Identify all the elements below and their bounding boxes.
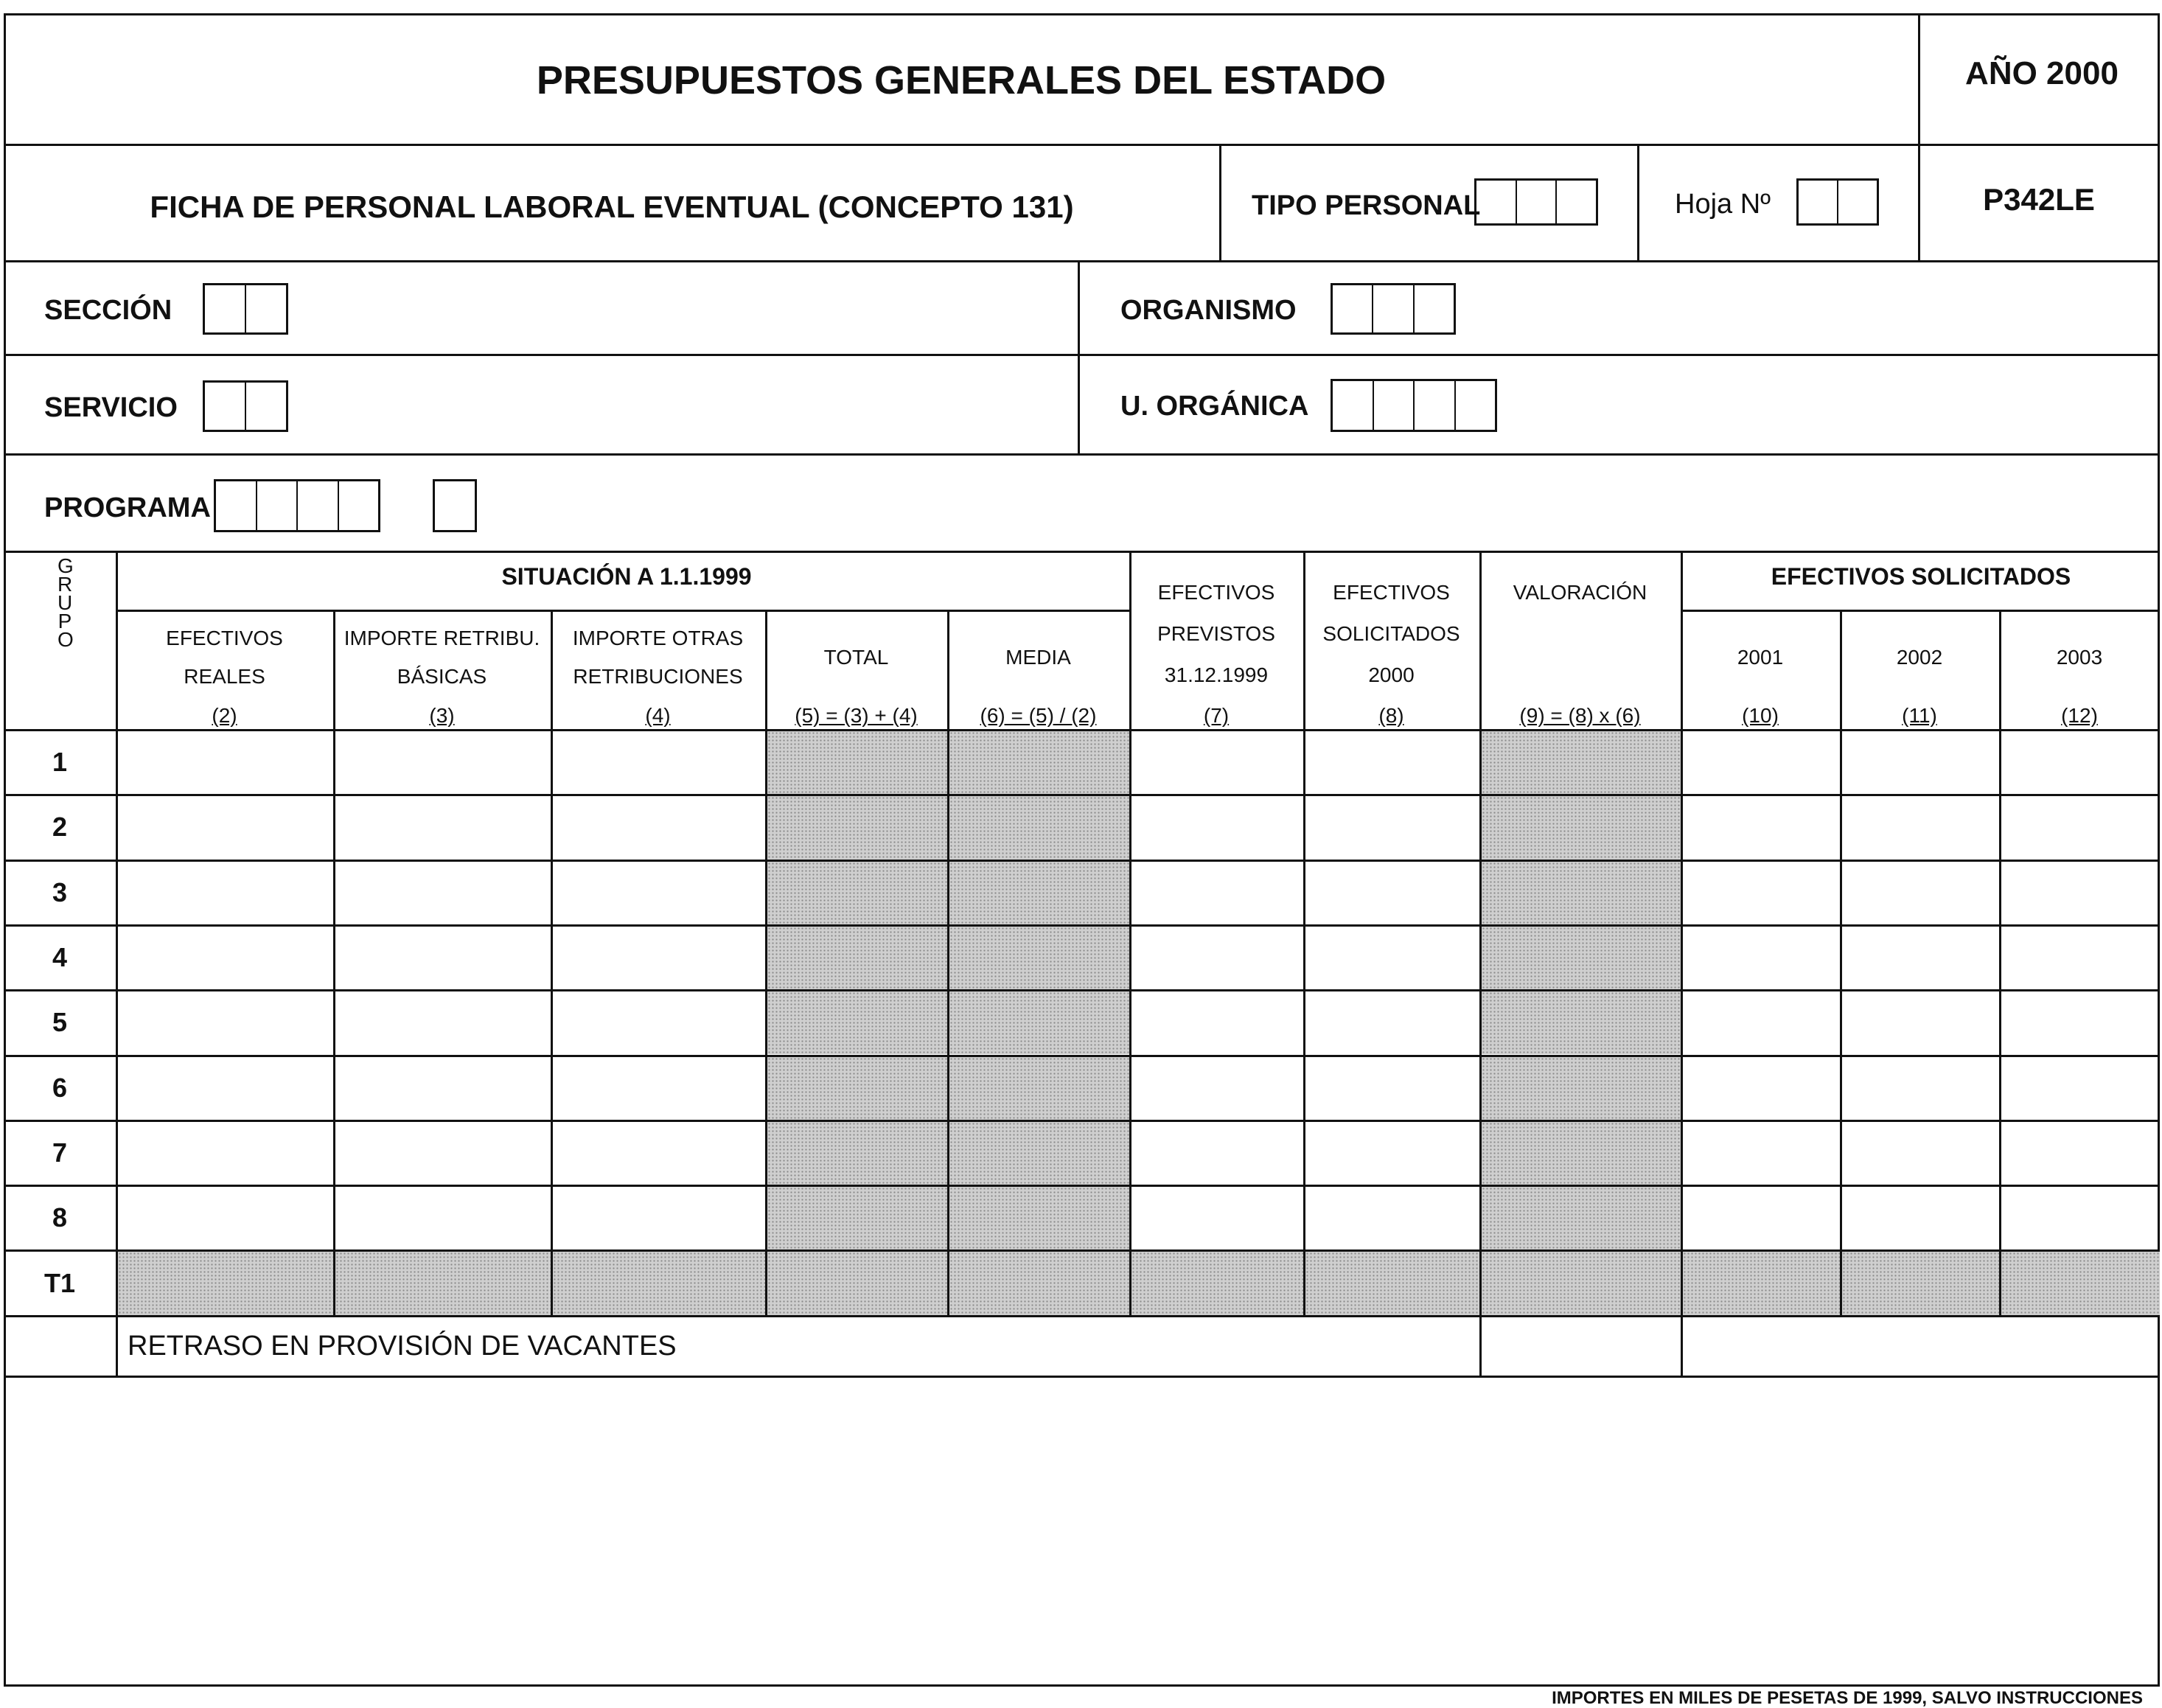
table-cell-input[interactable] bbox=[118, 796, 333, 859]
divider bbox=[116, 610, 1129, 612]
hoja-label: Hoja Nº bbox=[1675, 189, 1771, 220]
divider bbox=[1129, 551, 1131, 1315]
table-cell-input[interactable] bbox=[1683, 1122, 1840, 1185]
footer-note: IMPORTES EN MILES DE PESETAS DE 1999, SALVO INSTRUCCIONES bbox=[1552, 1688, 2143, 1708]
table-cell-input[interactable] bbox=[335, 862, 551, 924]
form-subtitle: FICHA DE PERSONAL LABORAL EVENTUAL (CONCEPTO 131) bbox=[150, 189, 1074, 224]
column-header-line: TOTAL bbox=[823, 646, 889, 669]
table-cell-input[interactable] bbox=[1131, 1122, 1303, 1185]
column-header-line: RETRIBUCIONES bbox=[573, 665, 743, 688]
tipo-personal-label: TIPO PERSONAL bbox=[1252, 190, 1481, 221]
shaded-cell bbox=[767, 1122, 947, 1185]
hoja-number-field[interactable] bbox=[1796, 178, 1879, 226]
table-cell-input[interactable] bbox=[2001, 796, 2160, 859]
column-header-line: PREVISTOS bbox=[1157, 622, 1275, 645]
row-label: 3 bbox=[52, 876, 68, 907]
column-header-line: 31.12.1999 bbox=[1164, 663, 1269, 686]
table-cell-input[interactable] bbox=[2001, 1122, 2160, 1185]
shaded-cell bbox=[2001, 1252, 2160, 1314]
column-ref: (5) = (3) + (4) bbox=[795, 704, 918, 727]
table-cell-input[interactable] bbox=[1305, 731, 1479, 794]
table-cell-input[interactable] bbox=[1305, 1057, 1479, 1120]
divider bbox=[4, 144, 2160, 146]
shaded-cell bbox=[949, 1187, 1129, 1249]
table-cell-input[interactable] bbox=[118, 927, 333, 989]
table-cell-input[interactable] bbox=[118, 1057, 333, 1120]
table-cell-input[interactable] bbox=[2001, 1057, 2160, 1120]
column-ref: (9) = (8) x (6) bbox=[1519, 704, 1641, 727]
shaded-cell bbox=[1482, 862, 1681, 924]
table-cell-input[interactable] bbox=[553, 927, 765, 989]
column-header-line: 2003 bbox=[2056, 646, 2103, 669]
grupo-label: G R U P O bbox=[57, 554, 74, 651]
divider bbox=[333, 610, 335, 1315]
row-label: 5 bbox=[52, 1007, 68, 1038]
table-cell-input[interactable] bbox=[1683, 796, 1840, 859]
column-header-line: IMPORTE OTRAS bbox=[572, 627, 744, 649]
column-header-line: 2001 bbox=[1737, 646, 1784, 669]
table-cell-input[interactable] bbox=[335, 991, 551, 1054]
column-header-line: VALORACIÓN bbox=[1513, 581, 1647, 604]
retraso-valoracion-input[interactable] bbox=[1482, 1314, 1681, 1376]
divider bbox=[1840, 610, 1842, 1315]
table-cell-input[interactable] bbox=[1305, 927, 1479, 989]
shaded-cell bbox=[1482, 1252, 1681, 1314]
table-cell-input[interactable] bbox=[1842, 1187, 1999, 1249]
shaded-cell bbox=[1683, 1252, 1840, 1314]
u-organica-label: U. ORGÁNICA bbox=[1120, 391, 1309, 422]
table-cell-input[interactable] bbox=[1683, 1187, 1840, 1249]
divider bbox=[765, 610, 767, 1315]
column-header-line: SOLICITADOS bbox=[1322, 622, 1460, 645]
column-header-line: MEDIA bbox=[1005, 646, 1071, 669]
table-cell-input[interactable] bbox=[1305, 862, 1479, 924]
column-header-line: EFECTIVOS bbox=[166, 627, 283, 649]
efectivos-solicitados-header: EFECTIVOS SOLICITADOS bbox=[1771, 563, 2071, 590]
shaded-cell bbox=[949, 1122, 1129, 1185]
table-cell-input[interactable] bbox=[1683, 1057, 1840, 1120]
table-cell-input[interactable] bbox=[2001, 927, 2160, 989]
shaded-cell bbox=[949, 862, 1129, 924]
table-cell-input[interactable] bbox=[335, 1057, 551, 1120]
shaded-cell bbox=[553, 1252, 765, 1314]
table-cell-input[interactable] bbox=[335, 796, 551, 859]
table-cell-input[interactable] bbox=[335, 731, 551, 794]
divider bbox=[1303, 551, 1305, 1315]
column-header-line: EFECTIVOS bbox=[1333, 581, 1450, 604]
column-ref: (12) bbox=[2061, 704, 2098, 727]
table-cell-input[interactable] bbox=[553, 1057, 765, 1120]
table-cell-input[interactable] bbox=[1842, 1057, 1999, 1120]
column-ref: (11) bbox=[1902, 704, 1937, 727]
column-ref: (4) bbox=[645, 704, 671, 727]
shaded-cell bbox=[949, 1252, 1129, 1314]
seccion-field[interactable] bbox=[203, 283, 288, 335]
row-label: 2 bbox=[52, 812, 68, 843]
column-header-line: REALES bbox=[184, 665, 265, 688]
shaded-cell bbox=[767, 1057, 947, 1120]
tipo-personal-field[interactable] bbox=[1474, 178, 1598, 226]
table-cell-input[interactable] bbox=[1842, 862, 1999, 924]
table-cell-input[interactable] bbox=[118, 991, 333, 1054]
programa-extra-field[interactable] bbox=[433, 479, 477, 532]
seccion-label: SECCIÓN bbox=[44, 295, 172, 326]
u-organica-field[interactable] bbox=[1331, 379, 1497, 432]
table-cell-input[interactable] bbox=[553, 991, 765, 1054]
column-ref: (2) bbox=[212, 704, 237, 727]
programa-label: PROGRAMA bbox=[44, 492, 211, 523]
shaded-cell bbox=[949, 927, 1129, 989]
column-ref: (6) = (5) / (2) bbox=[980, 704, 1097, 727]
table-cell-input[interactable] bbox=[118, 1187, 333, 1249]
retraso-total-input[interactable] bbox=[1683, 1314, 2155, 1376]
table-cell-input[interactable] bbox=[1305, 796, 1479, 859]
shaded-cell bbox=[767, 991, 947, 1054]
table-cell-input[interactable] bbox=[1305, 1122, 1479, 1185]
page-title: PRESUPUESTOS GENERALES DEL ESTADO bbox=[536, 58, 1387, 102]
column-header-line: BÁSICAS bbox=[397, 665, 487, 688]
table-cell-input[interactable] bbox=[1131, 927, 1303, 989]
table-cell-input[interactable] bbox=[1131, 1187, 1303, 1249]
shaded-cell bbox=[767, 731, 947, 794]
row-label: 1 bbox=[52, 747, 68, 778]
shaded-cell bbox=[949, 991, 1129, 1054]
column-ref: (3) bbox=[429, 704, 455, 727]
table-cell-input[interactable] bbox=[335, 1122, 551, 1185]
divider bbox=[1681, 610, 2160, 612]
table-cell-input[interactable] bbox=[335, 1187, 551, 1249]
shaded-cell bbox=[118, 1252, 333, 1314]
column-ref: (8) bbox=[1378, 704, 1404, 727]
table-cell-input[interactable] bbox=[118, 731, 333, 794]
shaded-cell bbox=[1131, 1252, 1303, 1314]
divider bbox=[551, 610, 553, 1315]
table-cell-input[interactable] bbox=[1842, 927, 1999, 989]
table-cell-input[interactable] bbox=[1842, 796, 1999, 859]
divider bbox=[116, 551, 118, 1376]
servicio-field[interactable] bbox=[203, 380, 288, 432]
divider bbox=[1999, 610, 2001, 1315]
shaded-cell bbox=[1482, 1187, 1681, 1249]
table-cell-input[interactable] bbox=[1683, 862, 1840, 924]
table-cell-input[interactable] bbox=[1131, 1057, 1303, 1120]
shaded-cell bbox=[1482, 1122, 1681, 1185]
table-cell-input[interactable] bbox=[1842, 731, 1999, 794]
table-cell-input[interactable] bbox=[1131, 991, 1303, 1054]
row-label: T1 bbox=[43, 1267, 76, 1298]
table-cell-input[interactable] bbox=[1131, 731, 1303, 794]
year-label: AÑO 2000 bbox=[1965, 55, 2119, 91]
shaded-cell bbox=[1482, 796, 1681, 859]
divider bbox=[947, 610, 949, 1315]
table-cell-input[interactable] bbox=[1842, 1122, 1999, 1185]
table-cell-input[interactable] bbox=[2001, 991, 2160, 1054]
programa-field[interactable] bbox=[214, 479, 380, 532]
table-cell-input[interactable] bbox=[1131, 796, 1303, 859]
table-cell-input[interactable] bbox=[1305, 1187, 1479, 1249]
shaded-cell bbox=[767, 796, 947, 859]
organismo-label: ORGANISMO bbox=[1120, 295, 1297, 326]
column-header-line: EFECTIVOS bbox=[1157, 581, 1275, 604]
shaded-cell bbox=[1842, 1252, 1999, 1314]
shaded-cell bbox=[1482, 731, 1681, 794]
shaded-cell bbox=[767, 927, 947, 989]
shaded-cell bbox=[335, 1252, 551, 1314]
row-label: 8 bbox=[52, 1202, 68, 1233]
row-label: 7 bbox=[52, 1137, 68, 1168]
table-cell-input[interactable] bbox=[553, 731, 765, 794]
table-cell-input[interactable] bbox=[553, 1187, 765, 1249]
shaded-cell bbox=[949, 1057, 1129, 1120]
table-cell-input[interactable] bbox=[2001, 1187, 2160, 1249]
table-cell-input[interactable] bbox=[335, 927, 551, 989]
column-ref: (10) bbox=[1742, 704, 1779, 727]
divider bbox=[4, 1249, 2160, 1252]
table-cell-input[interactable] bbox=[553, 1122, 765, 1185]
column-header-line: 2000 bbox=[1368, 663, 1415, 686]
table-cell-input[interactable] bbox=[1683, 731, 1840, 794]
table-cell-input[interactable] bbox=[118, 1122, 333, 1185]
shaded-cell bbox=[1305, 1252, 1479, 1314]
column-header-line: IMPORTE RETRIBU. bbox=[344, 627, 540, 649]
table-cell-input[interactable] bbox=[2001, 862, 2160, 924]
table-cell-input[interactable] bbox=[2001, 731, 2160, 794]
situacion-header: SITUACIÓN A 1.1.1999 bbox=[501, 563, 752, 590]
shaded-cell bbox=[1482, 991, 1681, 1054]
servicio-label: SERVICIO bbox=[44, 392, 178, 423]
table-cell-input[interactable] bbox=[1683, 991, 1840, 1054]
row-label: 6 bbox=[52, 1072, 68, 1103]
table-cell-input[interactable] bbox=[118, 862, 333, 924]
table-cell-input[interactable] bbox=[1683, 927, 1840, 989]
shaded-cell bbox=[949, 731, 1129, 794]
table-cell-input[interactable] bbox=[553, 862, 765, 924]
row-label: 4 bbox=[52, 942, 68, 973]
organismo-field[interactable] bbox=[1331, 283, 1456, 335]
shaded-cell bbox=[1482, 1057, 1681, 1120]
retraso-label: RETRASO EN PROVISIÓN DE VACANTES bbox=[128, 1331, 677, 1362]
table-cell-input[interactable] bbox=[1131, 862, 1303, 924]
column-header-line: 2002 bbox=[1896, 646, 1943, 669]
table-cell-input[interactable] bbox=[1305, 991, 1479, 1054]
column-ref: (7) bbox=[1203, 704, 1230, 727]
divider bbox=[1681, 551, 1683, 1315]
shaded-cell bbox=[767, 1187, 947, 1249]
table-cell-input[interactable] bbox=[553, 796, 765, 859]
shaded-cell bbox=[949, 796, 1129, 859]
shaded-cell bbox=[1482, 927, 1681, 989]
form-code: P342LE bbox=[1983, 182, 2095, 217]
table-cell-input[interactable] bbox=[1842, 991, 1999, 1054]
shaded-cell bbox=[767, 1252, 947, 1314]
shaded-cell bbox=[767, 862, 947, 924]
divider bbox=[1479, 551, 1482, 1315]
